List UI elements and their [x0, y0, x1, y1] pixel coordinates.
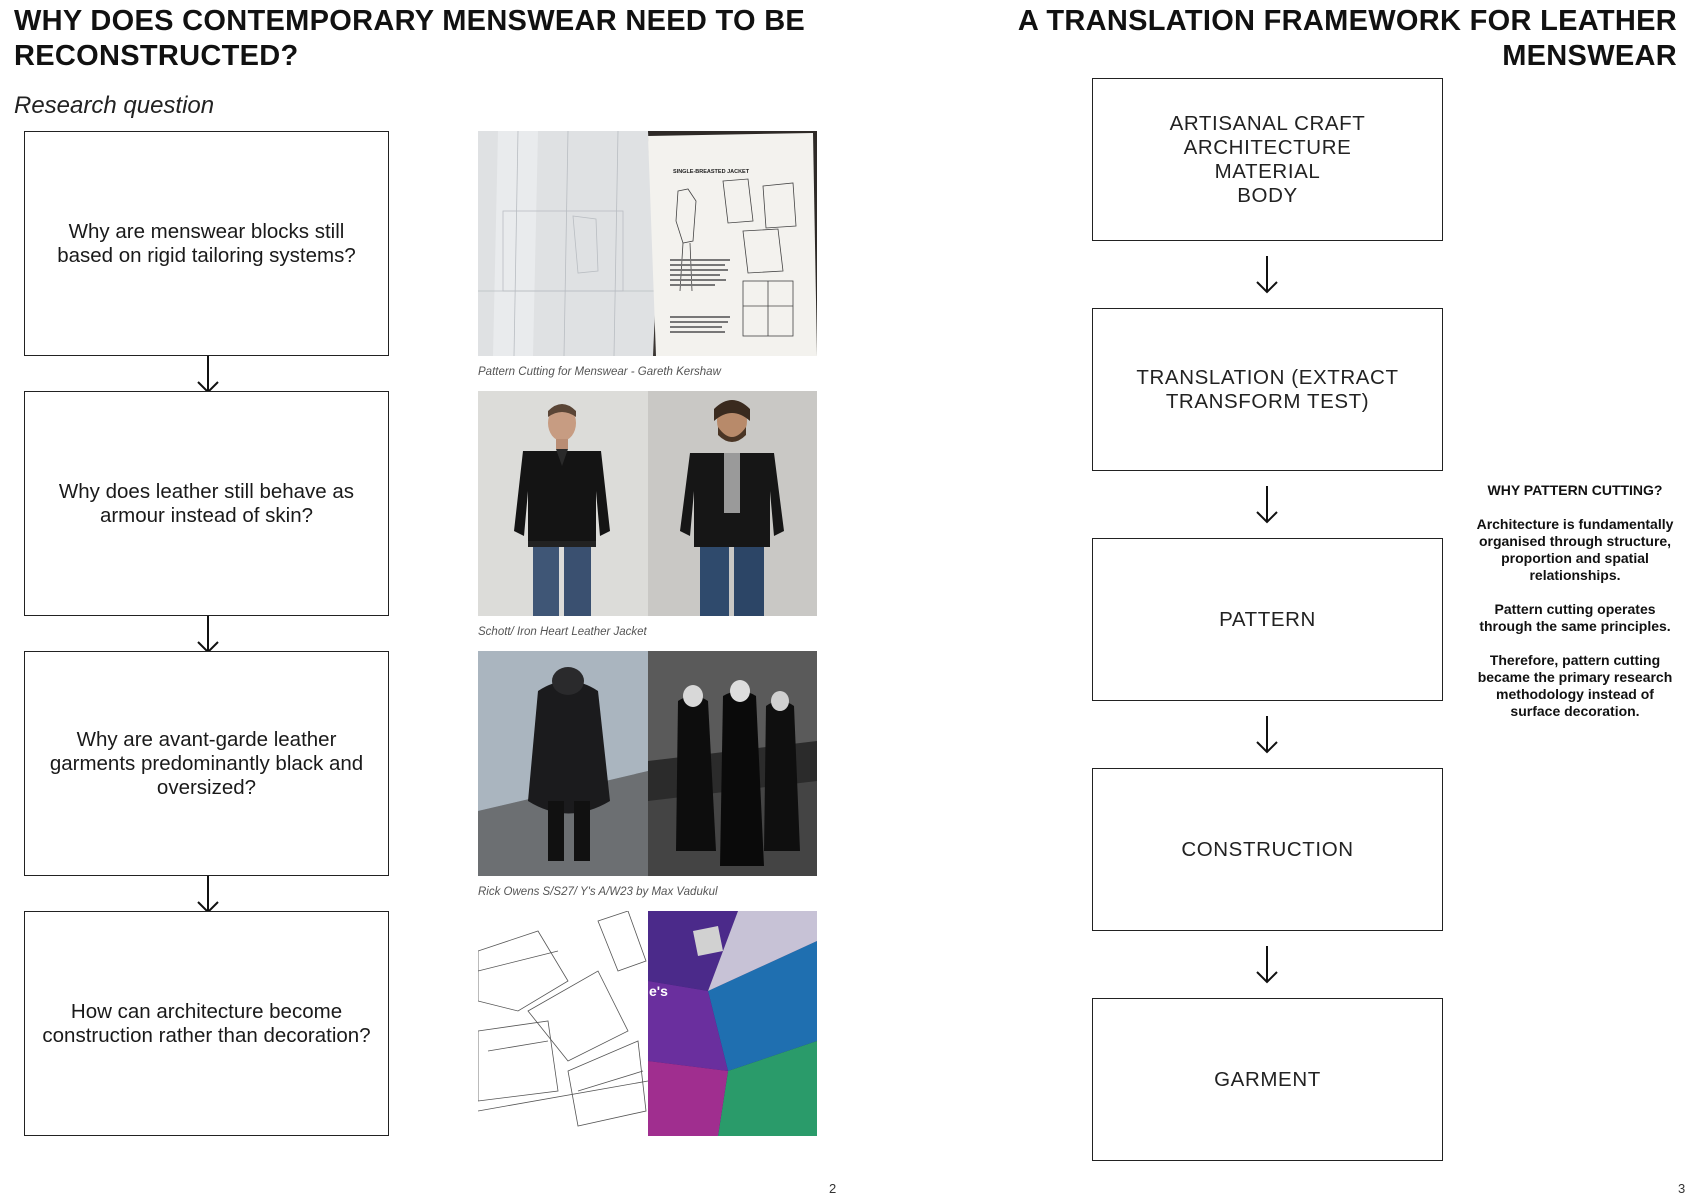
framework-step-line: ARTISANAL CRAFT	[1169, 111, 1366, 135]
framework-step-pattern	[1092, 538, 1443, 701]
why-pattern-cutting-note	[1475, 482, 1675, 737]
framework-step-line: PATTERN	[1219, 607, 1316, 631]
down-arrow-icon	[1254, 256, 1280, 294]
image-caption-2: Schott/ Iron Heart Leather Jacket	[478, 626, 647, 638]
image-caption-3: Rick Owens S/S27/ Y's A/W23 by Max Vadukul	[478, 886, 718, 898]
runway-photo	[478, 651, 817, 876]
research-question-label: Research question	[14, 92, 215, 119]
question-box-1: Why are menswear blocks still based on rigid tailoring systems?	[24, 131, 389, 356]
side-note-paragraph: Therefore, pattern cutting became the primary research methodology instead of surface decoration.	[1477, 652, 1673, 719]
framework-step-line: ARCHITECTURE	[1183, 135, 1352, 159]
architecture-illustration	[478, 911, 817, 1136]
framework-step-line: MATERIAL	[1214, 159, 1321, 183]
down-arrow-icon	[195, 876, 221, 914]
side-note-paragraph: Pattern cutting operates through the same principles.	[1479, 601, 1671, 634]
left-page-title: WHY DOES CONTEMPORARY MENSWEAR NEED TO BE RECONSTRUCTED?	[14, 5, 806, 72]
side-note-heading: WHY PATTERN CUTTING?	[1487, 482, 1663, 498]
framework-step-line: TRANSFORM TEST)	[1165, 389, 1370, 413]
page-number-right: 3	[1678, 1181, 1686, 1196]
down-arrow-icon	[1254, 716, 1280, 754]
framework-step-garment	[1092, 998, 1443, 1161]
question-box-4: How can architecture become construction rather than decoration?	[24, 911, 389, 1136]
down-arrow-icon	[1254, 946, 1280, 984]
page-number-left: 2	[829, 1181, 837, 1196]
down-arrow-icon	[195, 616, 221, 654]
framework-step-line: TRANSLATION (EXTRACT	[1136, 365, 1399, 389]
sign-text: e's	[649, 983, 668, 999]
leather-jacket-photo	[478, 391, 817, 616]
book-header-text: SINGLE-BREASTED JACKET	[673, 169, 750, 175]
framework-step-translation	[1092, 308, 1443, 471]
down-arrow-icon	[1254, 486, 1280, 524]
question-box-2: Why does leather still behave as armour instead of skin?	[24, 391, 389, 616]
pattern-book-photo	[478, 131, 817, 356]
framework-step-line: CONSTRUCTION	[1181, 837, 1354, 861]
side-note-paragraph: Architecture is fundamentally organised through structure, proportion and spatial relationships.	[1476, 516, 1674, 583]
down-arrow-icon	[195, 356, 221, 394]
framework-step-line: GARMENT	[1214, 1067, 1321, 1091]
framework-step-construction	[1092, 768, 1443, 931]
framework-step-inputs	[1092, 78, 1443, 241]
question-box-3: Why are avant-garde leather garments predominantly black and oversized?	[24, 651, 389, 876]
framework-step-line: BODY	[1237, 183, 1298, 207]
right-page-title: A TRANSLATION FRAMEWORK FOR LEATHER MENSWEAR	[1017, 5, 1677, 72]
image-caption-1: Pattern Cutting for Menswear - Gareth Kershaw	[478, 366, 721, 378]
